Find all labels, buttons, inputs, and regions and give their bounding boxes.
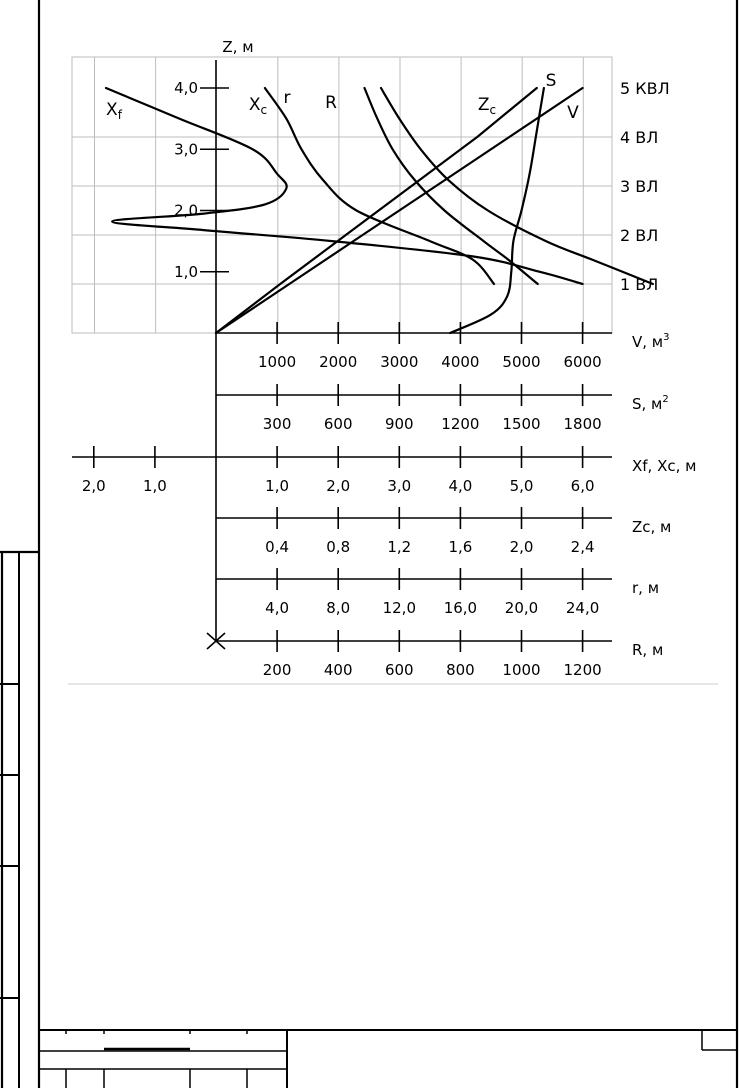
curve-label-subscript: f [117, 108, 122, 122]
scale-tick-label-R: 1000 [502, 661, 541, 679]
curve-V [216, 88, 583, 333]
scale-tick-label-X: 1,0 [265, 477, 290, 495]
scale-axis-label-X: Xf, Xc, м [632, 457, 697, 475]
scale-tick-label-Zc: 1,6 [448, 538, 473, 556]
scale-tick-label-X: 6,0 [570, 477, 595, 495]
scale-tick-label-Zc: 0,8 [326, 538, 351, 556]
scale-tick-label-R: 1200 [563, 661, 602, 679]
scale-tick-label-V: 4000 [441, 353, 480, 371]
scale-tick-label-S: 1500 [502, 415, 541, 433]
scale-tick-label-r: 24,0 [565, 599, 600, 617]
curve-label-Xc: $X_c$ [248, 95, 268, 117]
scale-tick-label-X: 2,0 [326, 477, 351, 495]
scale-axis-label-Zc: Zc, м [632, 518, 672, 536]
scale-axis-label-V: V, $м^3$ [632, 332, 670, 351]
scale-tick-label-S: 300 [262, 415, 292, 433]
scale-axis-label-r: r, м [632, 579, 660, 597]
curve-label-Zc: $Z_c$ [477, 95, 497, 117]
scale-tick-label-r: 20,0 [504, 599, 539, 617]
scale-tick-label-S: 600 [323, 415, 353, 433]
curve-S [450, 88, 544, 333]
z-tick-label: 4,0 [174, 79, 198, 97]
scale-tick-label-V: 6000 [563, 353, 602, 371]
scale-tick-label-Zc: 2,4 [570, 538, 595, 556]
scale-tick-label-V: 3000 [380, 353, 419, 371]
axis-label-superscript: 2 [662, 394, 669, 405]
scale-tick-label-X: 4,0 [448, 477, 473, 495]
scale-tick-label-neg: 2,0 [81, 477, 106, 495]
scale-tick-label-S: 1200 [441, 415, 480, 433]
scale-tick-label-R: 200 [262, 661, 292, 679]
curve-label-subscript: c [489, 103, 497, 117]
scale-tick-label-S: 900 [384, 415, 414, 433]
hydrostatic-curves-chart [72, 38, 696, 679]
curve-label-subscript: c [260, 103, 268, 117]
scale-tick-label-r: 8,0 [326, 599, 351, 617]
waterline-label: 2 ВЛ [620, 226, 659, 245]
scale-tick-label-S: 1800 [563, 415, 602, 433]
scale-tick-label-r: 4,0 [265, 599, 290, 617]
scale-tick-label-X: 5,0 [509, 477, 534, 495]
grid [72, 57, 612, 333]
curve-label-r: r [283, 88, 291, 108]
scale-tick-label-r: 16,0 [443, 599, 478, 617]
z-tick-label: 2,0 [174, 201, 198, 220]
axis-label-superscript: 3 [663, 332, 670, 343]
scale-tick-label-V: 1000 [258, 353, 297, 371]
scale-tick-label-Zc: 0,4 [265, 538, 290, 556]
scale-tick-label-R: 400 [323, 661, 353, 679]
scale-tick-label-r: 12,0 [382, 599, 417, 617]
curve-label-R: R [325, 93, 337, 113]
curve-label-V: V [567, 103, 579, 123]
waterline-label: 3 ВЛ [620, 177, 659, 196]
z-axis-label: Z, м [222, 38, 254, 56]
scale-tick-label-R: 600 [384, 661, 414, 679]
scale-tick-label-X: 3,0 [387, 477, 412, 495]
scale-tick-label-Zc: 1,2 [387, 538, 412, 556]
grid-border [72, 57, 612, 333]
scale-tick-label-V: 2000 [319, 353, 358, 371]
curve-label-Xf: $X_f$ [106, 100, 122, 122]
z-tick-label: 3,0 [174, 140, 198, 159]
scale-axis-label-S: S, $м^2$ [632, 394, 669, 413]
scale-axis-label-R: R, м [632, 641, 664, 659]
scale-tick-label-neg: 1,0 [142, 477, 167, 495]
waterline-label: 1 ВЛ [620, 275, 659, 294]
scale-tick-label-Zc: 2,0 [509, 538, 534, 556]
scale-tick-label-R: 800 [446, 661, 475, 679]
curve-label-S: S [545, 71, 557, 91]
waterline-label: 4 ВЛ [620, 128, 659, 147]
waterline-label: 5 КВЛ [620, 79, 670, 98]
scale-tick-label-V: 5000 [502, 353, 541, 371]
z-tick-label: 1,0 [174, 262, 198, 281]
